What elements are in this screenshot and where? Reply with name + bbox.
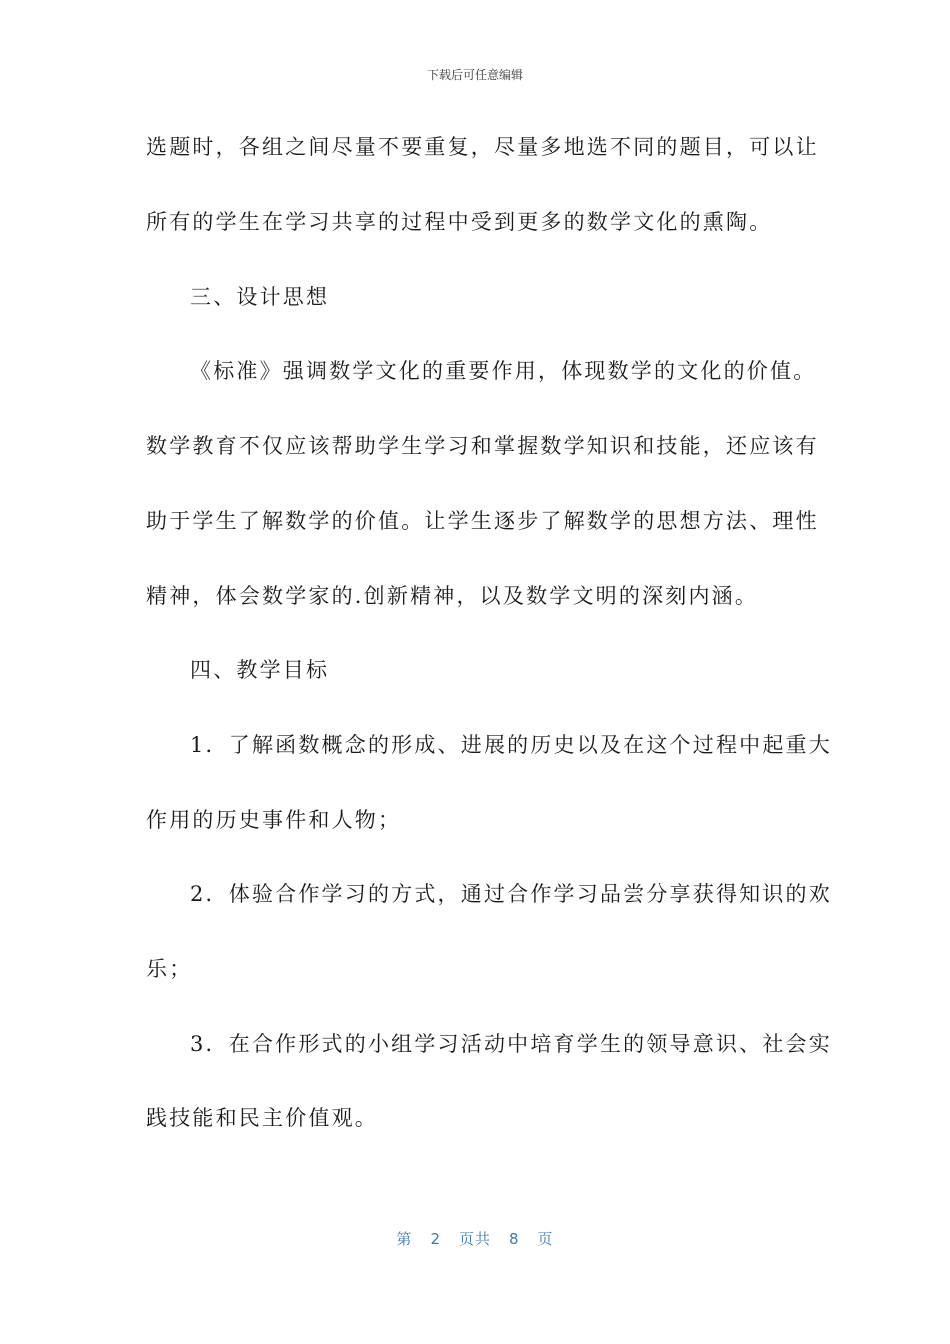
body-line-4: 《标准》强调数学文化的重要作用，体现数学的文化的价值。 xyxy=(190,359,817,383)
footer-page-mid: 页共 xyxy=(458,1230,491,1248)
section-heading-goals: 四、教学目标 xyxy=(190,658,330,682)
section-heading-design: 三、设计思想 xyxy=(190,285,330,309)
page-footer xyxy=(0,1228,950,1249)
footer-page-prefix: 第 xyxy=(396,1230,413,1248)
goal-2-line-2: 乐； xyxy=(146,957,193,981)
body-line-5: 数学教育不仅应该帮助学生学习和掌握数学知识和技能，还应该有 xyxy=(146,434,819,458)
body-line-7: 精神，体会数学家的.创新精神，以及数学文明的深刻内涵。 xyxy=(146,584,759,608)
goal-3-line-1: 3．在合作形式的小组学习活动中培育学生的领导意识、社会实 xyxy=(190,1032,832,1056)
goal-3-line-2: 践技能和民主价值观。 xyxy=(146,1106,378,1130)
goal-1-line-1: 1．了解函数概念的形成、进展的历史以及在这个过程中起重大 xyxy=(190,733,832,757)
footer-page-suffix: 页 xyxy=(537,1230,554,1248)
body-line-2: 所有的学生在学习共享的过程中受到更多的数学文化的熏陶。 xyxy=(146,210,773,234)
page-header: 下载后可任意编辑 xyxy=(426,68,523,82)
footer-current-page: 2 xyxy=(430,1230,441,1248)
goal-1-line-2: 作用的历史事件和人物； xyxy=(146,808,402,832)
body-line-1: 选题时，各组之间尽量不要重复，尽量多地选不同的题目，可以让 xyxy=(146,135,819,159)
footer-total-pages: 8 xyxy=(509,1230,520,1248)
body-line-6: 助于学生了解数学的价值。让学生逐步了解数学的思想方法、理性 xyxy=(146,509,819,533)
goal-2-line-1: 2．体验合作学习的方式，通过合作学习品尝分享获得知识的欢 xyxy=(190,882,832,906)
